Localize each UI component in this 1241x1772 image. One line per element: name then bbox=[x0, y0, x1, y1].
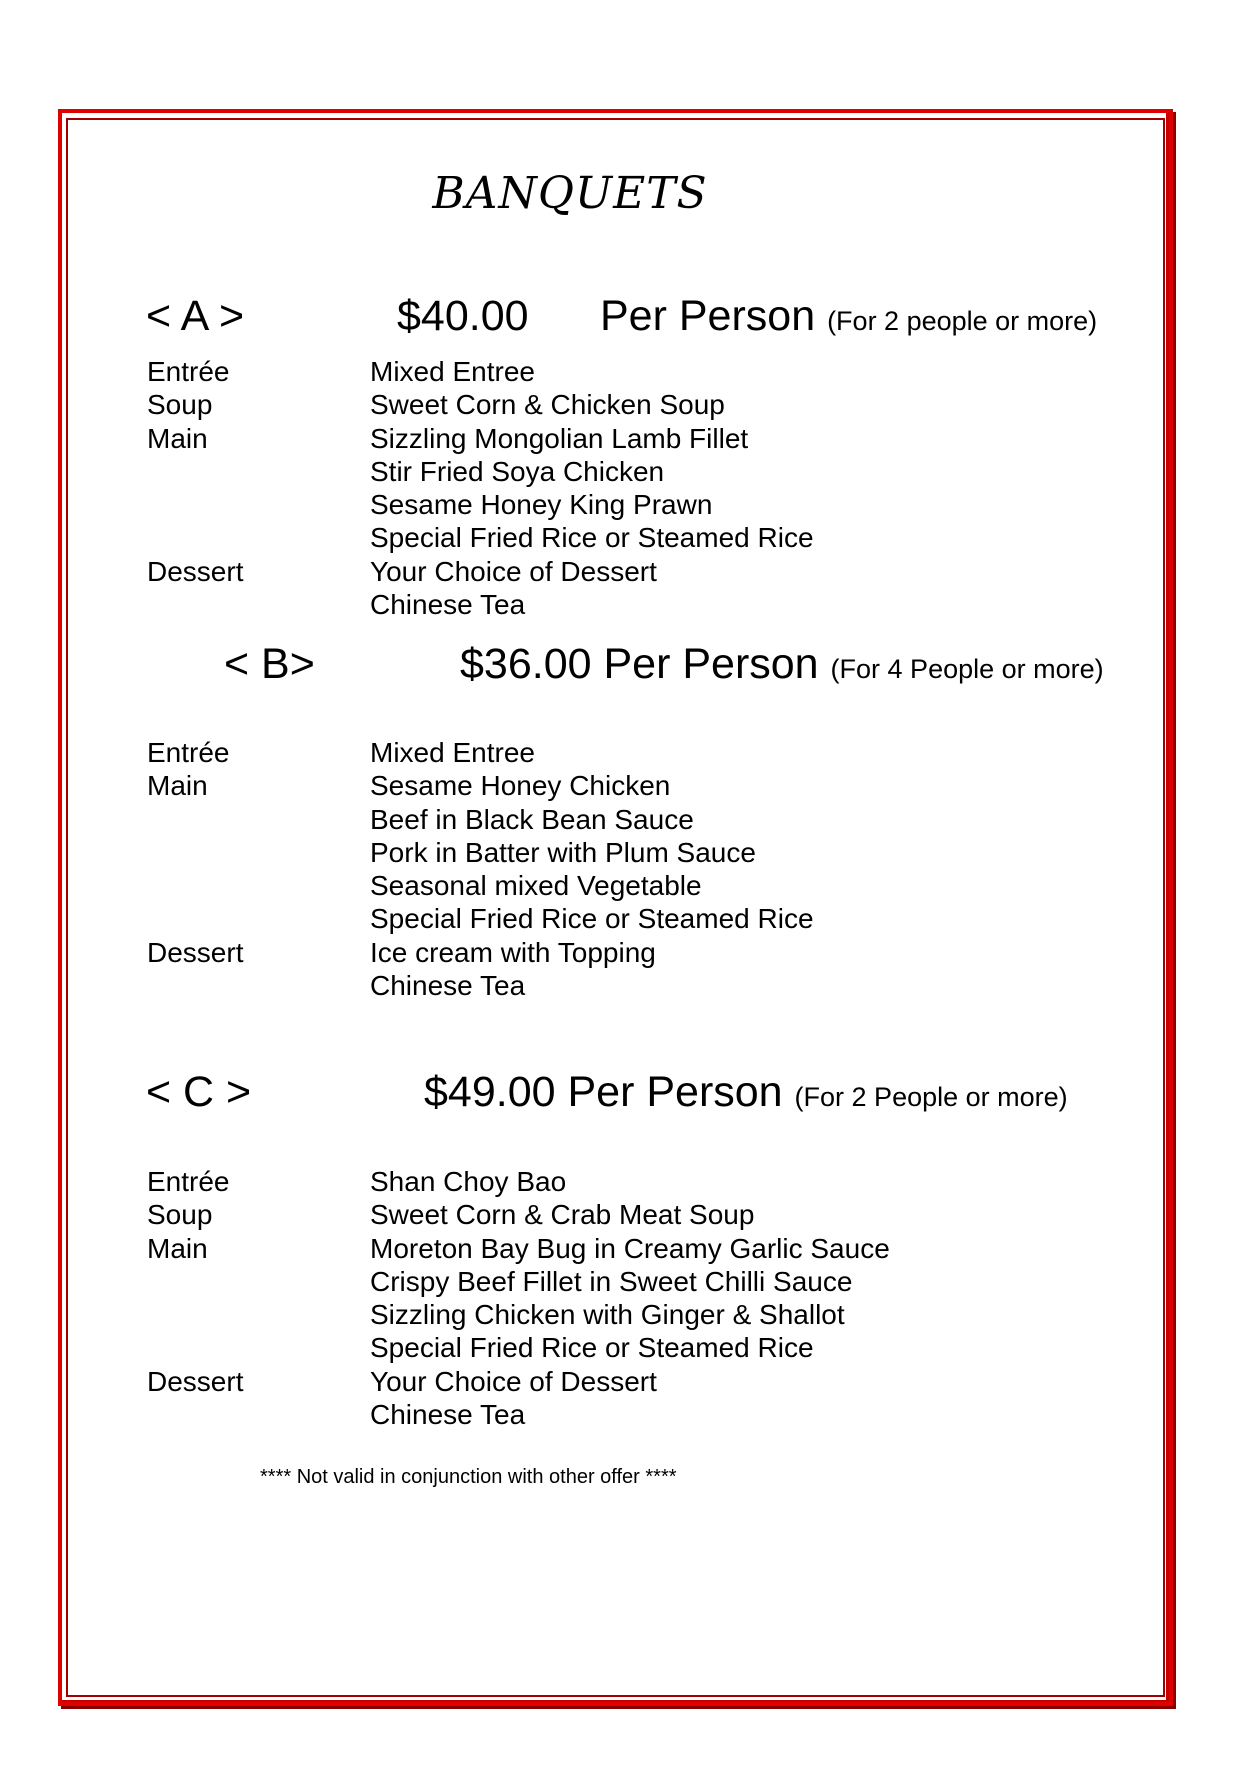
dish-item: Ice cream with Topping bbox=[370, 936, 656, 968]
banquet-b-note: (For 4 People or more) bbox=[830, 654, 1104, 684]
course-label bbox=[147, 521, 243, 554]
course-label bbox=[147, 869, 243, 902]
banquet-c-dishes bbox=[370, 1165, 890, 1431]
course-label bbox=[147, 1298, 243, 1331]
dish-item: Sizzling Chicken with Ginger & Shallot bbox=[370, 1299, 845, 1331]
banquet-c-note: (For 2 People or more) bbox=[794, 1082, 1068, 1112]
dish-item: Mixed Entree bbox=[370, 356, 535, 387]
course-label bbox=[147, 1331, 243, 1364]
dish-item: Seasonal mixed Vegetable bbox=[370, 870, 702, 902]
dish-item: Stir Fried Soya Chicken bbox=[370, 455, 665, 487]
course-label: Soup bbox=[147, 389, 213, 421]
course-label bbox=[147, 455, 243, 488]
banquet-a-label: < A > bbox=[146, 292, 245, 340]
dish-item: Mixed Entree bbox=[370, 737, 535, 768]
dish-item: Special Fried Rice or Steamed Rice bbox=[370, 1332, 814, 1364]
banquet-b-price: $36.00 bbox=[460, 640, 592, 688]
dish-item: Your Choice of Dessert bbox=[370, 1365, 657, 1397]
course-label: Main bbox=[147, 1232, 208, 1264]
banquet-b-courses bbox=[147, 736, 243, 1002]
dish-item: Sweet Corn & Chicken Soup bbox=[370, 389, 725, 421]
dish-item: Chinese Tea bbox=[370, 970, 526, 1002]
dish-item: Special Fried Rice or Steamed Rice bbox=[370, 522, 814, 554]
dish-item: Your Choice of Dessert bbox=[370, 555, 657, 587]
dish-item: Shan Choy Bao bbox=[370, 1166, 567, 1197]
page-title: BANQUETS bbox=[432, 168, 708, 219]
banquet-c-header-tail bbox=[424, 1068, 1068, 1117]
course-label: Entrée bbox=[147, 737, 230, 768]
course-label: Main bbox=[147, 422, 208, 454]
banquet-c-label: < C > bbox=[146, 1068, 252, 1116]
banquet-a-per: Per Person bbox=[600, 292, 816, 340]
dish-item: Chinese Tea bbox=[370, 1399, 526, 1431]
banquet-a-price: $40.00 bbox=[397, 292, 529, 340]
course-label bbox=[147, 488, 243, 521]
course-label bbox=[147, 969, 243, 1002]
dish-item: Beef in Black Bean Sauce bbox=[370, 803, 694, 835]
footer-note: **** Not valid in conjunction with other offer **** bbox=[260, 1466, 677, 1488]
banquet-b-per: Per Person bbox=[603, 640, 819, 688]
dish-item: Sesame Honey Chicken bbox=[370, 770, 671, 802]
course-label bbox=[147, 1398, 243, 1431]
dish-item: Crispy Beef Fillet in Sweet Chilli Sauce bbox=[370, 1265, 853, 1297]
banquet-b-dishes bbox=[370, 736, 814, 1002]
course-label: Entrée bbox=[147, 1166, 230, 1197]
dish-item: Chinese Tea bbox=[370, 589, 526, 621]
course-label: Dessert bbox=[147, 936, 244, 968]
banquet-b-label: < B> bbox=[224, 640, 315, 688]
course-label bbox=[147, 836, 243, 869]
course-label bbox=[147, 803, 243, 836]
banquet-a-header-tail bbox=[600, 292, 1097, 341]
banquet-a-courses bbox=[147, 355, 243, 621]
course-label: Soup bbox=[147, 1199, 213, 1231]
dish-item: Sweet Corn & Crab Meat Soup bbox=[370, 1199, 755, 1231]
course-label bbox=[147, 902, 243, 935]
banquet-a-note: (For 2 people or more) bbox=[827, 306, 1098, 336]
dish-item: Sizzling Mongolian Lamb Fillet bbox=[370, 422, 749, 454]
dish-item: Sesame Honey King Prawn bbox=[370, 489, 713, 521]
course-label: Main bbox=[147, 770, 208, 802]
course-label bbox=[147, 588, 243, 621]
course-label: Entrée bbox=[147, 356, 230, 387]
banquet-a-dishes bbox=[370, 355, 814, 621]
course-label bbox=[147, 1265, 243, 1298]
dish-item: Pork in Batter with Plum Sauce bbox=[370, 836, 756, 868]
course-label: Dessert bbox=[147, 555, 244, 587]
dish-item: Moreton Bay Bug in Creamy Garlic Sauce bbox=[370, 1232, 890, 1264]
dish-item: Special Fried Rice or Steamed Rice bbox=[370, 903, 814, 935]
banquet-b-header-tail bbox=[460, 640, 1104, 689]
banquet-c-courses bbox=[147, 1165, 243, 1431]
banquet-c-per: Per Person bbox=[567, 1068, 783, 1116]
course-label: Dessert bbox=[147, 1365, 244, 1397]
banquet-c-price: $49.00 bbox=[424, 1068, 556, 1116]
